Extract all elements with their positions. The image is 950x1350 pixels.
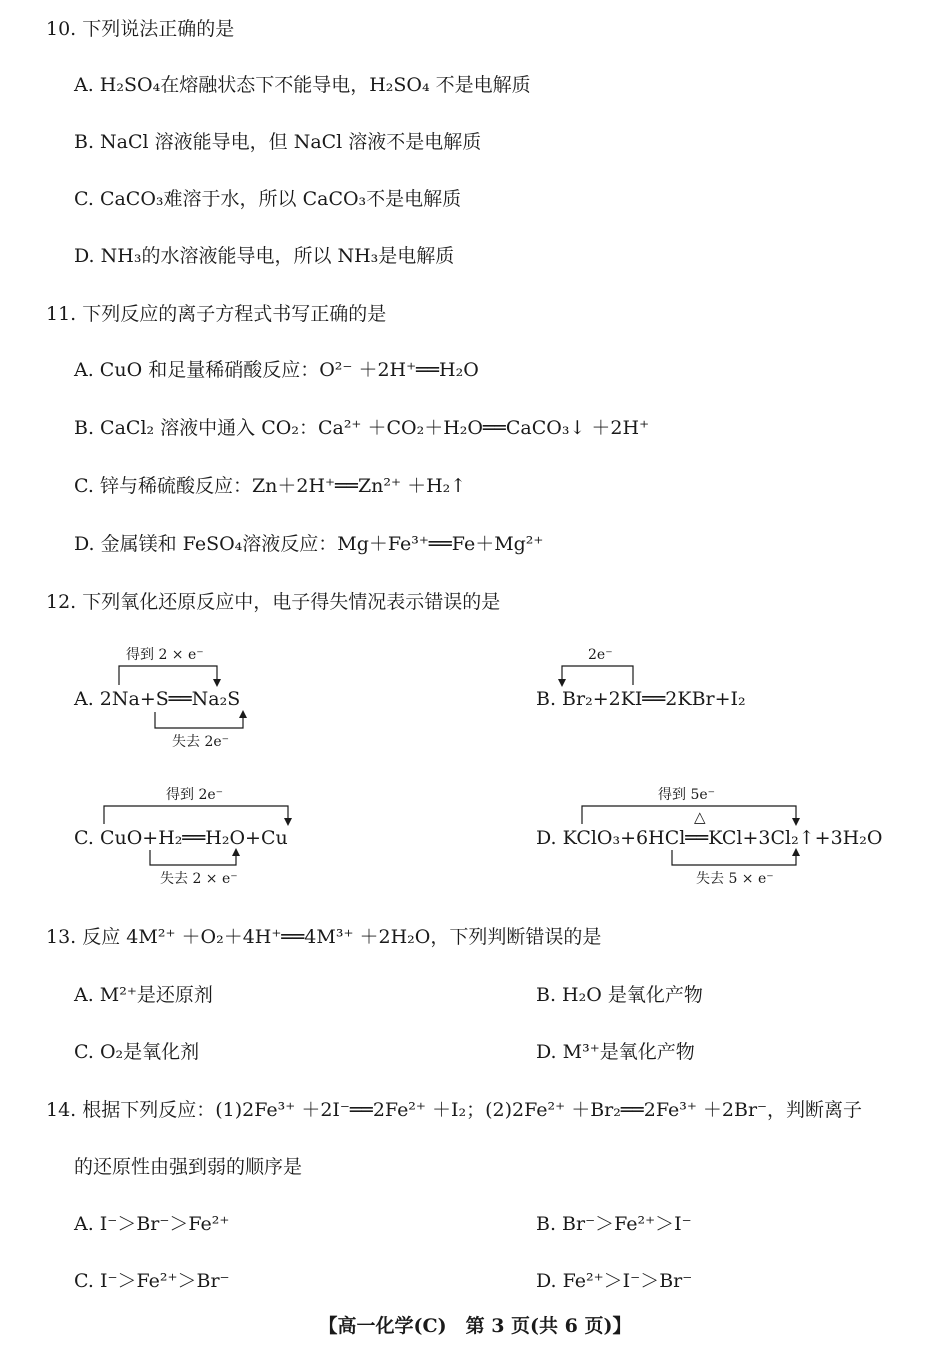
q14-option-b[interactable]: B. Br⁻＞Fe²⁺＞I⁻ <box>536 1213 692 1235</box>
q14-option-a[interactable]: A. I⁻＞Br⁻＞Fe²⁺ <box>74 1213 230 1235</box>
q12-d-heat-condition: △ <box>694 808 706 826</box>
q12-d-gain-label: 得到 5e⁻ <box>658 787 716 803</box>
q12-d-loss-arrow <box>672 850 796 865</box>
q12-option-c[interactable]: C. CuO+H₂══H₂O+Cu <box>74 827 288 849</box>
q14-option-c[interactable]: C. I⁻＞Fe²⁺＞Br⁻ <box>74 1270 230 1292</box>
q13-stem: 13. 反应 4M²⁺ ＋O₂＋4H⁺══4M³⁺ ＋2H₂O，下列判断错误的是 <box>46 926 602 948</box>
q12-a-gain-label: 得到 2 × e⁻ <box>126 647 204 663</box>
q13-option-c[interactable]: C. O₂是氧化剂 <box>74 1041 200 1063</box>
q12-a-gain-arrowhead <box>213 679 221 687</box>
q11-option-d[interactable]: D. 金属镁和 FeSO₄溶液反应：Mg＋Fe³⁺══Fe＋Mg²⁺ <box>74 533 544 555</box>
q12-b-label: 2e⁻ <box>588 647 613 663</box>
q12-c-gain-label: 得到 2e⁻ <box>166 787 224 803</box>
q10-option-a[interactable]: A. H₂SO₄在熔融状态下不能导电，H₂SO₄ 不是电解质 <box>74 74 531 96</box>
page-footer: 【高一化学(C) 第 3 页(共 6 页)】 <box>318 1315 632 1337</box>
q12-b-arrowhead <box>558 679 566 687</box>
q10-option-d[interactable]: D. NH₃的水溶液能导电，所以 NH₃是电解质 <box>74 245 455 267</box>
q13-option-d[interactable]: D. M³⁺是氧化产物 <box>536 1041 695 1063</box>
q12-a-loss-arrowhead <box>239 710 247 718</box>
q12-c-loss-label: 失去 2 × e⁻ <box>160 871 238 887</box>
q14-stem: 14. 根据下列反应：(1)2Fe³⁺ ＋2I⁻══2Fe²⁺ ＋I₂；(2)2Fe²⁺ ＋Br₂══2Fe³⁺ ＋2Br⁻，判断离子 <box>46 1099 863 1121</box>
q14-stem-continued: 的还原性由强到弱的顺序是 <box>74 1156 303 1178</box>
q12-a-gain-arrow <box>119 666 217 685</box>
q10-option-b[interactable]: B. NaCl 溶液能导电，但 NaCl 溶液不是电解质 <box>74 131 482 153</box>
q12-c-gain-arrowhead <box>284 818 292 826</box>
q12-option-b[interactable]: B. Br₂+2KI══2KBr+I₂ <box>536 688 746 710</box>
q12-b-arrow <box>562 666 633 685</box>
q12-a-loss-label: 失去 2e⁻ <box>172 734 230 750</box>
q12-option-a[interactable]: A. 2Na+S══Na₂S <box>74 688 241 710</box>
q12-option-d[interactable]: D. KClO₃+6HCl══KCl+3Cl₂↑+3H₂O <box>536 827 883 849</box>
q11-stem: 11. 下列反应的离子方程式书写正确的是 <box>46 303 387 325</box>
q13-option-b[interactable]: B. H₂O 是氧化产物 <box>536 984 703 1006</box>
q12-a-loss-arrow <box>155 712 243 728</box>
q12-c-loss-arrow <box>150 850 236 865</box>
q11-option-b[interactable]: B. CaCl₂ 溶液中通入 CO₂：Ca²⁺ ＋CO₂＋H₂O══CaCO₃↓ ＋2H⁺ <box>74 417 650 439</box>
q12-d-gain-arrow <box>582 806 796 824</box>
q10-stem: 10. 下列说法正确的是 <box>46 18 235 40</box>
q13-option-a[interactable]: A. M²⁺是还原剂 <box>74 984 213 1006</box>
q12-c-gain-arrow <box>104 806 288 824</box>
q10-option-c[interactable]: C. CaCO₃难溶于水，所以 CaCO₃不是电解质 <box>74 188 462 210</box>
q12-d-gain-arrowhead <box>792 818 800 826</box>
q12-d-loss-label: 失去 5 × e⁻ <box>696 871 774 887</box>
q11-option-c[interactable]: C. 锌与稀硫酸反应：Zn＋2H⁺══Zn²⁺ ＋H₂↑ <box>74 475 467 497</box>
q12-stem: 12. 下列氧化还原反应中，电子得失情况表示错误的是 <box>46 591 501 613</box>
q11-option-a[interactable]: A. CuO 和足量稀硝酸反应：O²⁻ ＋2H⁺══H₂O <box>74 359 479 381</box>
q14-option-d[interactable]: D. Fe²⁺＞I⁻＞Br⁻ <box>536 1270 693 1292</box>
